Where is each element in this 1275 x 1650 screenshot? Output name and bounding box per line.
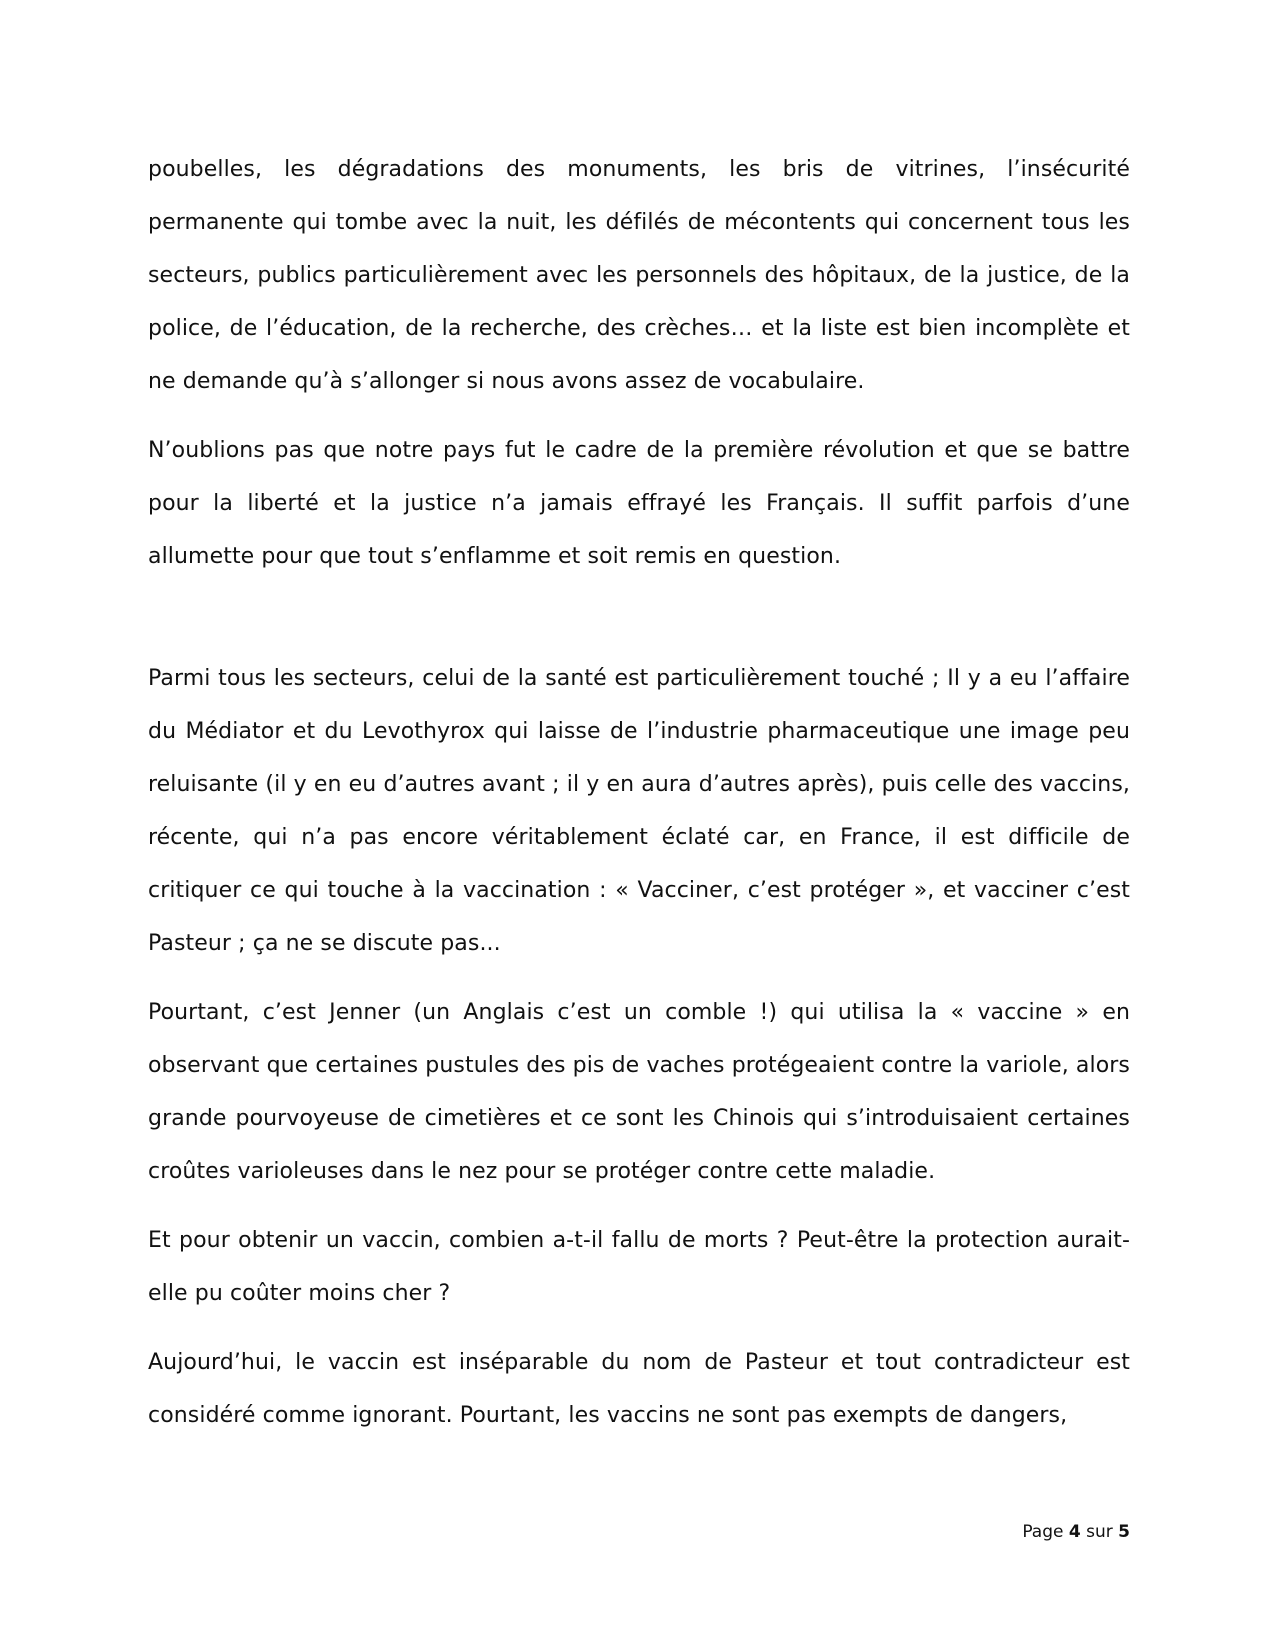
page-separator: sur — [1086, 1522, 1113, 1542]
page-number: 4 — [1068, 1522, 1081, 1542]
paragraph: Aujourd’hui, le vaccin est inséparable du nom de Pasteur et tout contradicteur est considéré comme ignorant. Pourtant, les vaccins ne sont pas exempts de dangers, — [148, 1350, 1130, 1428]
paragraph: Et pour obtenir un vaccin, combien a-t-il fallu de morts ? Peut-être la protection aurait-elle pu coûter moins cher ? — [148, 1228, 1130, 1306]
paragraph: poubelles, les dégradations des monuments, les bris de vitrines, l’insécurité permanente qui tombe avec la nuit, les défilés de mécontents qui concernent tous les secteurs, publics particulièrement avec les personnels des hôpitaux, de la justice, de la police, de l’éducation, de la recherche, des crèches… et la liste est bien incomplète et ne demande qu’à s’allonger si nous avons assez de vocabulaire. — [148, 157, 1130, 394]
page-total: 5 — [1118, 1522, 1130, 1542]
page-footer — [1022, 1520, 1130, 1544]
paragraph: N’oublions pas que notre pays fut le cadre de la première révolution et que se battre pour la liberté et la justice n’a jamais effrayé les Français. Il suffit parfois d’une allumette pour que tout s’enflamme et soit remis en question. — [148, 438, 1130, 569]
document-body — [148, 143, 1130, 1442]
paragraph: Parmi tous les secteurs, celui de la santé est particulièrement touché ; Il y a eu l’affaire du Médiator et du Levothyrox qui laisse de l’industrie pharmaceutique une image peu reluisante (il y en eu d’autres avant ; il y en aura d’autres après), puis celle des vaccins, récente, qui n’a pas encore véritablement éclaté car, en France, il est difficile de critiquer ce qui touche à la vaccination : « Vacciner, c’est protéger », et vacciner c’est Pasteur ; ça ne se discute pas... — [148, 666, 1130, 956]
page-label: Page — [1022, 1522, 1064, 1542]
paragraph: Pourtant, c’est Jenner (un Anglais c’est un comble !) qui utilisa la « vaccine » en observant que certaines pustules des pis de vaches protégeaient contre la variole, alors grande pourvoyeuse de cimetières et ce sont les Chinois qui s’introduisaient certaines croûtes varioleuses dans le nez pour se protéger contre cette maladie. — [148, 1000, 1130, 1184]
